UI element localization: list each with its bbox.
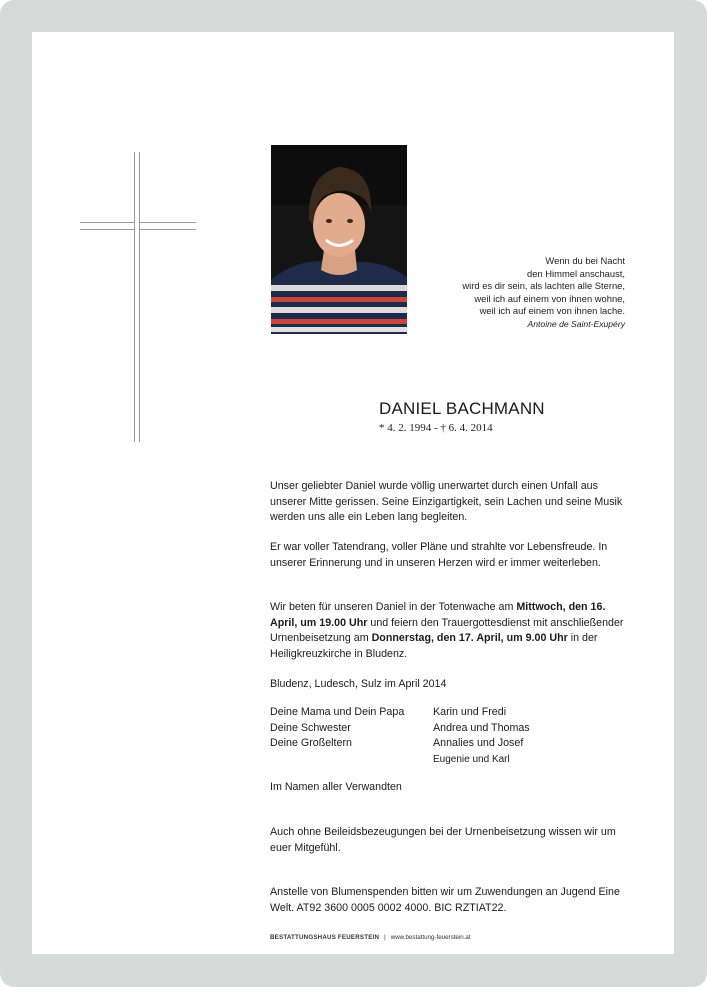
mourner-right: Annalies und Josef [433,737,524,750]
funeral-date: Donnerstag, den 17. April, um 9.00 Uhr [371,632,568,645]
paragraph-service [270,600,630,662]
wake-date: Mittwoch, den 16. April, um 19.00 Uhr [270,601,606,629]
relatives-line: Im Namen aller Verwandten [270,781,402,793]
place-date: Bludenz, Ludesch, Sulz im April 2014 [270,678,447,690]
cross-icon [134,152,140,442]
obituary-page [32,32,674,954]
quote-line: weil ich auf einem von ihnen wohne, [474,292,625,304]
quote-line: den Himmel anschaust, [527,267,625,279]
footer [270,934,471,941]
mourner-left: Deine Schwester [270,721,351,734]
paragraph-donations: Anstelle von Blumenspenden bitten wir um Zuwendungen an Jugend Eine Welt. AT92 3600 0005 0002 4000. BIC RZTIAT22. [270,886,620,914]
paragraph-condolences: Auch ohne Beileidsbezeugungen bei der Urnenbeisetzung wissen wir um euer Mitgefühl. [270,826,616,854]
mourner-right: Karin und Fredi [433,706,507,718]
funeral-home-name: BESTATTUNGSHAUS FEUERSTEIN [270,934,380,941]
quote-line: Wenn du bei Nacht [545,255,625,266]
footer-url[interactable]: www.bestattung-feuerstein.at [390,934,471,941]
footer-separator: | [384,934,386,941]
quote-line: wird es dir sein, als lachten alle Sterne, [462,280,625,292]
service-text: Wir beten für unseren Daniel in der Totenwache am [270,601,517,613]
quote-line: weil ich auf einem von ihnen lache. [479,305,625,317]
paragraph-memory: Er war voller Tatendrang, voller Pläne und strahlte vor Lebensfreude. In unserer Erinnerung und in unseren Herzen wird er immer weiterleben. [270,541,608,569]
paragraph-intro: Unser geliebter Daniel wurde völlig unerwartet durch einen Unfall aus unserer Mitte gerissen. Seine Einzigartigkeit, sein Lachen und seine Musik werden uns alle ein Leben lang begleiten. [270,480,623,524]
mourner-right: Eugenie und Karl [433,753,510,765]
quote-block [365,255,625,331]
service-text: und feiern den Trauergottesdienst mit anschließender Urnenbeisetzung am [270,616,624,645]
life-dates: * 4. 2. 1994 - † 6. 4. 2014 [379,422,493,434]
mourner-left: Deine Mama und Dein Papa [270,706,405,718]
quote-author: Antoine de Saint-Exupéry [527,318,625,329]
mourner-left: Deine Großeltern [270,737,352,750]
deceased-name: DANIEL BACHMANN [379,399,545,418]
service-text: in der Heiligkreuzkirche in Bludenz. [270,632,598,660]
mourner-right: Andrea und Thomas [433,721,530,734]
